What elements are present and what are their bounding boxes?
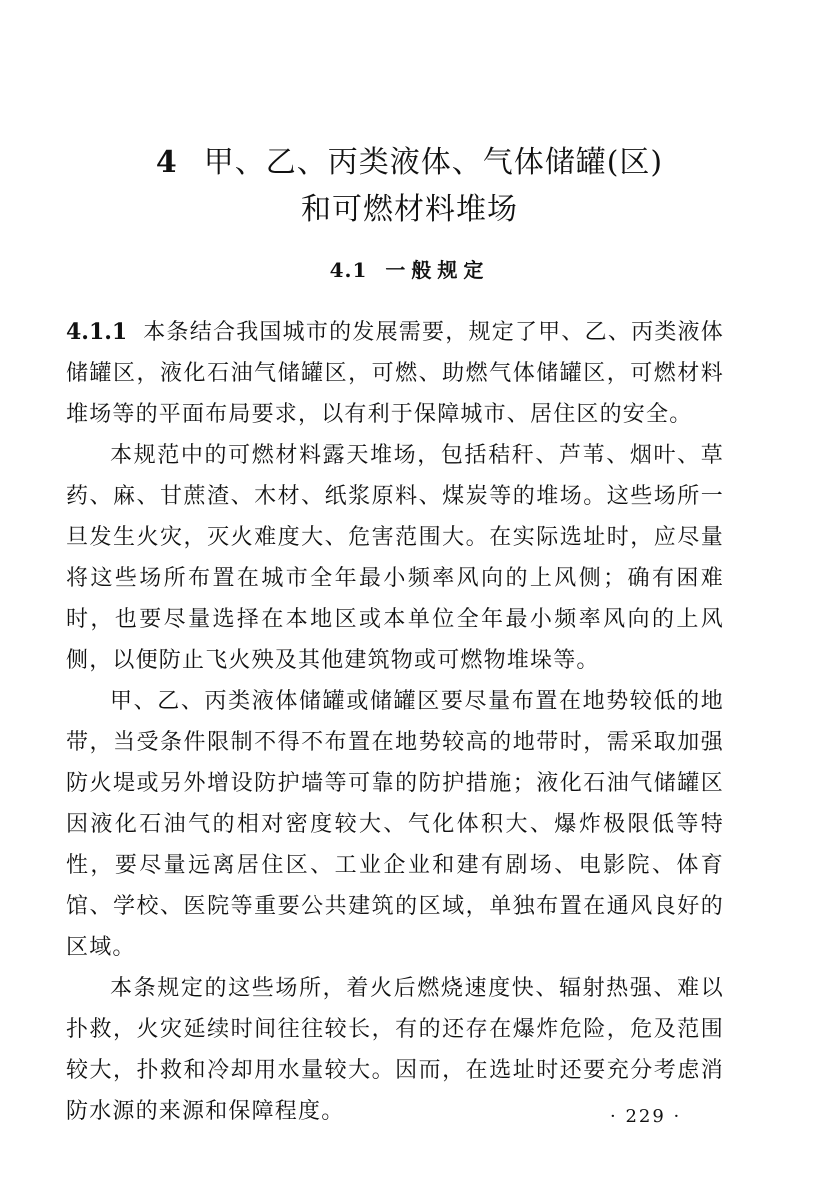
chapter-title-line1 [0,143,819,183]
paragraph-2: 本规范中的可燃材料露天堆场，包括秸秆、芦苇、烟叶、草药、麻、甘蔗渣、木材、纸浆原料、煤炭等的堆场。这些场所一旦发生火灾，灭火难度大、危害范围大。在实际选址时，应尽量将这些场所布置在城市全年最小频率风向的上风侧；确有困难时，也要尽量选择在本地区或本单位全年最小频率风向的上风侧，以便防止飞火殃及其他建筑物或可燃物堆垛等。 [66,443,724,673]
paragraph-3: 甲、乙、丙类液体储罐或储罐区要尽量布置在地势较低的地带，当受条件限制不得不布置在地势较高的地带时，需采取加强防火堤或另外增设防护墙等可靠的防护措施；液化石油气储罐区因液化石油气的相对密度较大、气化体积大、爆炸极限低等特性，要尽量远离居住区、工业企业和建有剧场、电影院、体育馆、学校、医院等重要公共建筑的区域，单独布置在通风良好的区域。 [66,689,724,960]
paragraph-1-text: 本条结合我国城市的发展需要，规定了甲、乙、丙类液体储罐区，液化石油气储罐区，可燃、助燃气体储罐区，可燃材料堆场等的平面布局要求，以有利于保障城市、居住区的安全。 [66,320,724,427]
clause-body [66,312,724,1132]
section-number: 4.1 [329,258,368,282]
chapter-title-line2: 和可燃材料堆场 [301,192,518,227]
section-heading [0,255,819,285]
paragraph-4: 本条规定的这些场所，着火后燃烧速度快、辐射热强、难以扑救，火灾延续时间往往较长，有的还存在爆炸危险，危及范围较大，扑救和冷却用水量较大。因而，在选址时还要充分考虑消防水源的来源和保障程度。 [66,976,724,1124]
page-number: · 229 · [610,1106,682,1127]
paragraph-1 [66,312,724,435]
section-title: 一般规定 [385,258,490,282]
chapter-title-text: 甲、乙、丙类液体、气体储罐(区) [203,145,664,180]
chapter-number: 4 [155,145,178,180]
clause-number: 4.1.1 [66,319,128,345]
